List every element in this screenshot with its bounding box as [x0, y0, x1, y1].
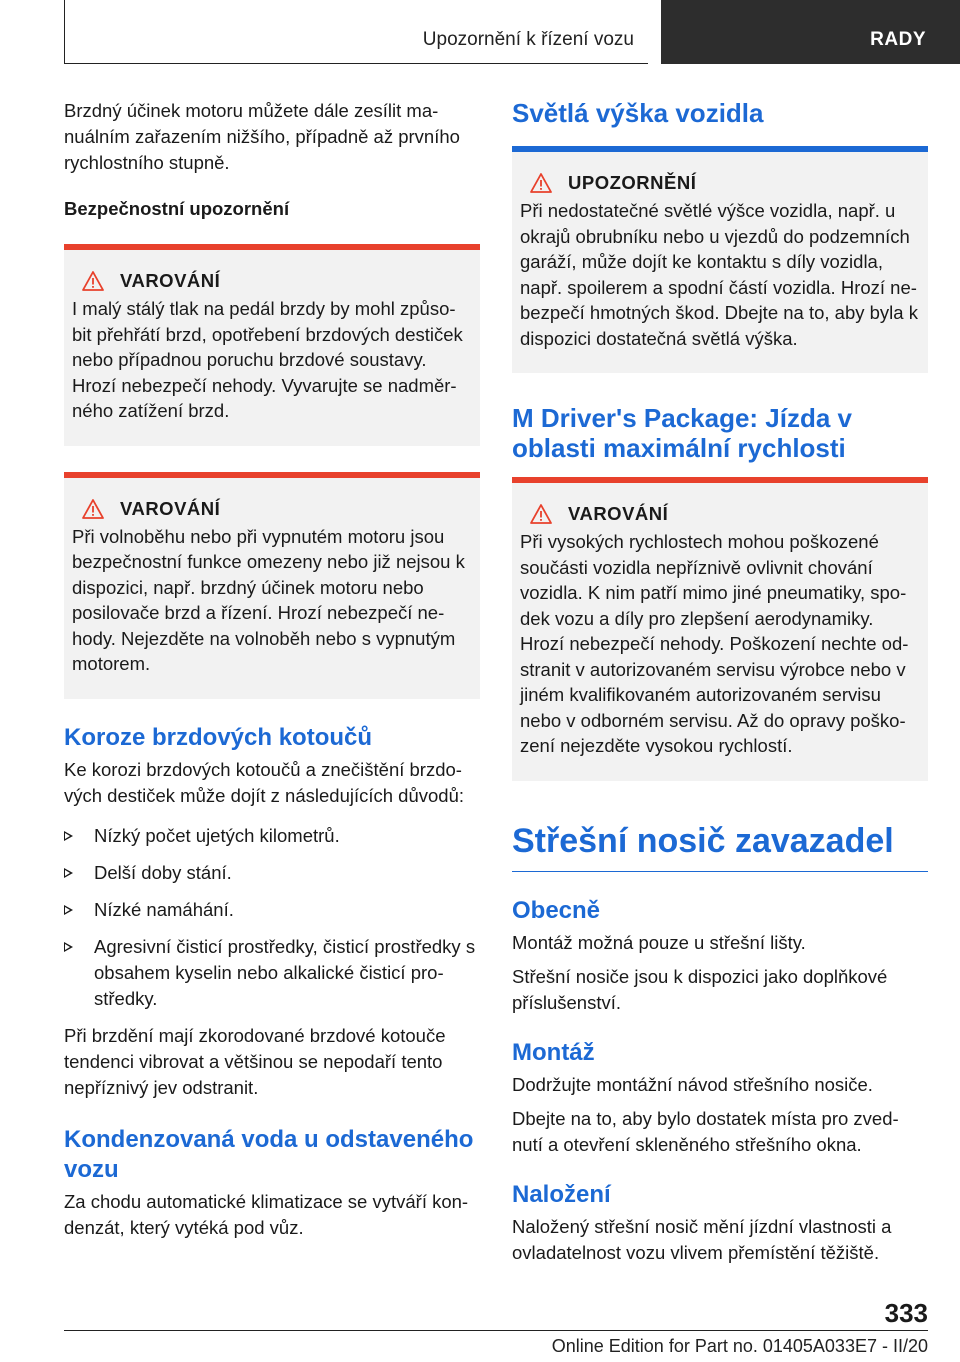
condensate-heading: Kondenzovaná voda u odstaveného vozu: [64, 1125, 474, 1183]
header-bottom-rule: [64, 63, 648, 64]
warning-text: I malý stálý tlak na pedál brzdy by mohl způso-bit přehřátí brzd, opotřebení brzdových destiček nebo případnou poruchu brzdové soustavy. Hrozí nebezpečí nehody. Vyvarujte se nadměr-ného zatížení brzd.: [72, 298, 463, 421]
warning-title: VAROVÁNÍ: [568, 503, 669, 524]
warning-triangle-icon: [530, 173, 552, 193]
roof-rack-heading: Střešní nosič zavazadel: [512, 821, 894, 860]
notice-text: Při nedostatečné světlé výšce vozidla, např. u okrajů obrubníku nebo u vjezdů do podzemních garáží, může dojít ke kontaktu s díly vozidla, např. spoilerem a spodní částí vozidla. Hrozí ne-bezpečí hmotných škod. Dbejte na to, aby byla k dispozici dostatečná světlá výška.: [520, 200, 918, 349]
edition-footer: Online Edition for Part no. 01405A033E7 - II/20: [551, 1336, 928, 1356]
warning-text: Při vysokých rychlostech mohou poškozené součásti vozidla nepříznivě ovlivnit chování vozidla. K nim patří mimo jiné pneumatiky, spo-dek vozu a díly pro zlepšení aerodynamiky. Hrozí nebezpečí nehody. Poškození nechte od-stranit v autorizovaném servisu výrobce nebo v jiném kvalifikovaném autorizovaném servisu nebo v odborném servisu. Až do opravy poško-zení nejezděte vysokou rychlostí.: [520, 531, 909, 756]
list-item: Nízké namáhání.: [64, 897, 480, 923]
condensate-text: Za chodu automatické klimatizace se vytváří kon-denzát, který vytéká pod vůz.: [64, 1190, 469, 1238]
right-column: [512, 98, 928, 1266]
mounting-heading: Montáž: [512, 1038, 595, 1066]
safety-heading: Bezpečnostní upozornění: [64, 198, 290, 219]
intro-paragraph: Brzdný účinek motoru můžete dále zesílit ma-nuálním zařazením nižšího, případně až prvního rychlostního stupně.: [64, 100, 460, 173]
warning-box-speed: [512, 477, 928, 781]
chapter-tab-label: RADY: [870, 29, 926, 50]
notice-box-clearance: [512, 146, 928, 373]
heading-rule: [512, 871, 928, 872]
mounting-paragraph: Dbejte na to, aby bylo dostatek místa pro zved-nutí a otevření skleněného střešního okna.: [512, 1107, 899, 1155]
list-item: Nízký počet ujetých kilometrů.: [64, 823, 480, 849]
warning-text: Při volnoběhu nebo při vypnutém motoru jsou bezpečnostní funkce omezeny nebo již nejsou k dispozici, např. brzdný účinek motoru nebo posilovače brzd a řízení. Hrozí nebezpečí ne-hody. Nejezděte na volnoběh nebo s vypnutým motorem.: [72, 525, 465, 674]
warning-title: VAROVÁNÍ: [120, 270, 221, 291]
general-paragraph: Montáž možná pouze u střešní lišty.: [512, 931, 806, 953]
mdriver-heading: M Driver's Package: Jízda v oblasti maximální rychlosti: [512, 403, 853, 463]
list-item: Agresivní čisticí prostředky, čisticí prostředky s obsahem kyselin nebo alkalické čisticí pro-středky.: [64, 934, 480, 1012]
notice-title: UPOZORNĚNÍ: [568, 172, 697, 193]
loading-paragraph: Naložený střešní nosič mění jízdní vlastnosti a ovladatelnost vozu vlivem přemístění těžiště.: [512, 1215, 892, 1263]
warning-box-brakes: [64, 244, 480, 446]
warning-triangle-icon: [530, 504, 552, 524]
page-number: 333: [884, 1298, 928, 1328]
warning-title: VAROVÁNÍ: [120, 497, 221, 519]
corrosion-heading: Koroze brzdových kotoučů: [64, 723, 373, 751]
chapter-tab: [661, 0, 960, 64]
corrosion-reasons-list: [64, 823, 480, 1012]
bullet-triangle-icon: [64, 942, 73, 952]
corrosion-outro: Při brzdění mají zkorodované brzdové kotouče tendenci vibrovat a většinou se nepodaří tento nepříznivý jev odstranit.: [64, 1024, 446, 1098]
section-title: Upozornění k řízení vozu: [422, 29, 634, 50]
bullet-triangle-icon: [64, 831, 73, 841]
warning-triangle-icon: [82, 499, 104, 519]
header-left-rule: [64, 0, 65, 64]
bullet-triangle-icon: [64, 905, 73, 915]
corrosion-intro: Ke korozi brzdových kotoučů a znečištění brzdo-vých destiček může dojít z následujících důvodů:: [64, 758, 465, 806]
general-heading: Obecně: [512, 896, 601, 924]
loading-heading: Naložení: [512, 1180, 611, 1208]
warning-box-idle: [64, 472, 480, 699]
clearance-heading: Světlá výška vozidla: [512, 98, 764, 128]
footer-rule: [64, 1330, 928, 1331]
list-item: Delší doby stání.: [64, 860, 480, 886]
warning-triangle-icon: [82, 271, 104, 291]
general-paragraph: Střešní nosiče jsou k dispozici jako doplňkové příslušenství.: [512, 965, 888, 1013]
bullet-triangle-icon: [64, 868, 73, 878]
mounting-paragraph: Dodržujte montážní návod střešního nosiče.: [512, 1073, 873, 1095]
left-column: [64, 98, 480, 1241]
